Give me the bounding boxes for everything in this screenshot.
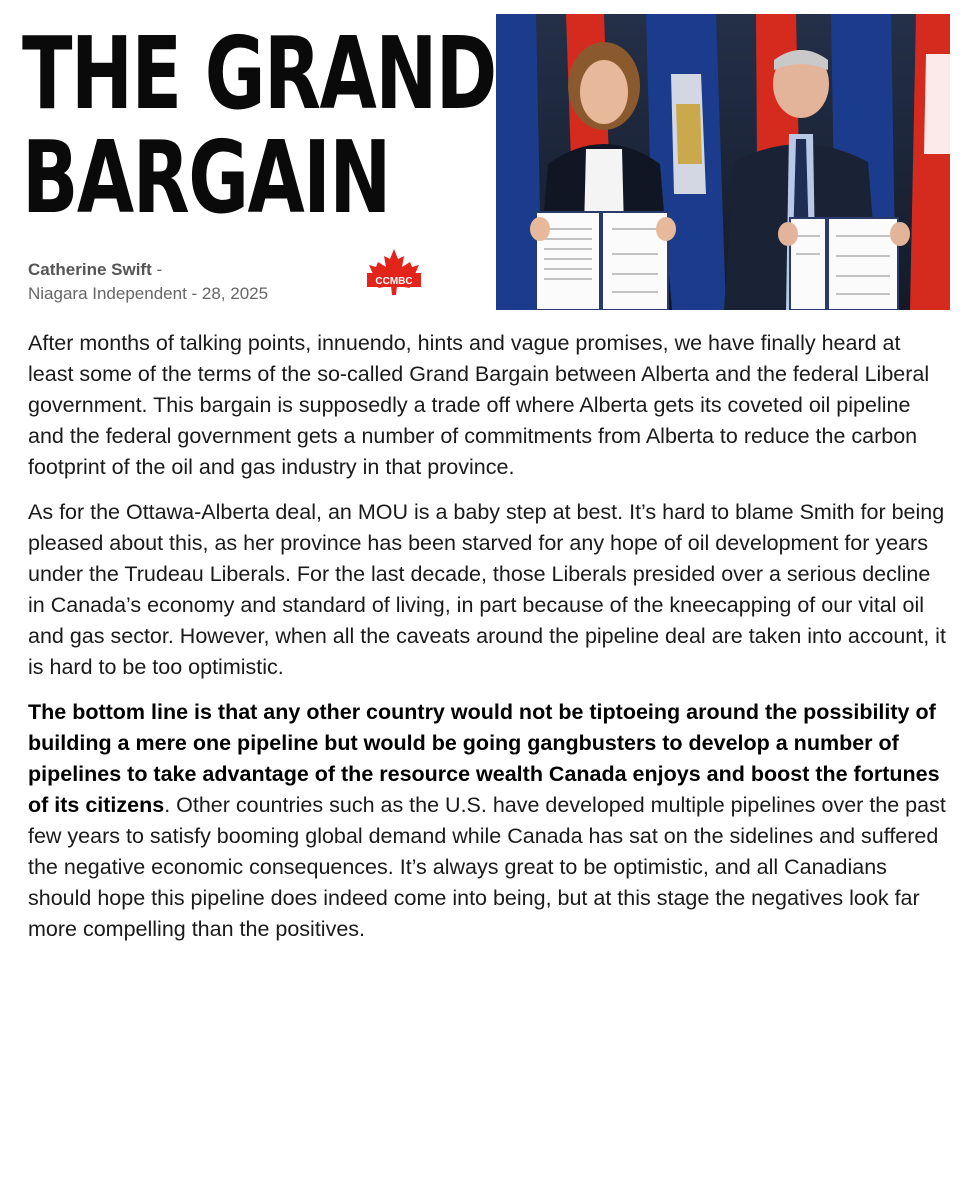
article-paragraph-3-bold: The bottom line is that any other country would not be tiptoeing around the possibility of building a mere one pipeline but would be going gangbusters to develop a number of pipelines to take advantage of the resource wealth Canada enjoys and boost the fortunes of its citizens [28, 700, 940, 817]
maple-leaf-icon [364, 247, 424, 301]
headline-line-1: THE GRAND [22, 15, 496, 132]
article-paragraph-3 [28, 697, 946, 945]
article-paragraph-1: After months of talking points, innuendo, hints and vague promises, we have finally heard at least some of the terms of the so-called Grand Bargain between Alberta and the federal Liberal government. This bargain is supposedly a trade off where Alberta gets its coveted oil pipeline and the federal government gets a number of commitments from Alberta to reduce the carbon footprint of the oil and gas industry in that province. [28, 331, 930, 479]
news-photo [496, 14, 950, 310]
byline-separator: - [151, 260, 163, 279]
article-body [28, 328, 946, 959]
article-paragraph-2: As for the Ottawa-Alberta deal, an MOU is a baby step at best. It’s hard to blame Smith for being pleased about this, as her province has been starved for any hope of oil development for years under the Trudeau Liberals. For the last decade, those Liberals presided over a serious decline in Canada’s economy and standard of living, in part because of the kneecapping of our vital oil and gas sector. However, when all the caveats around the pipeline deal are taken into account, it is hard to be too optimistic. [28, 500, 946, 679]
logo-text: CCMBC [375, 276, 413, 287]
byline [28, 258, 268, 306]
article-paragraph-3-rest: . Other countries such as the U.S. have developed multiple pipelines over the past few years to satisfy booming global demand while Canada has sat on the sidelines and suffered the negative economic consequences. It’s always great to be optimistic, and all Canadians should hope this pipeline does indeed come into being, but at this stage the negatives look far more compelling than the positives. [28, 793, 946, 941]
photo-two-people-holding-signed-documents-icon [496, 14, 950, 310]
headline-line-2: BARGAIN [22, 119, 390, 236]
headline [22, 15, 496, 236]
publication-date: Niagara Independent - 28, 2025 [28, 284, 269, 303]
ccmbc-logo [364, 247, 424, 301]
author-name: Catherine Swift [28, 260, 152, 279]
